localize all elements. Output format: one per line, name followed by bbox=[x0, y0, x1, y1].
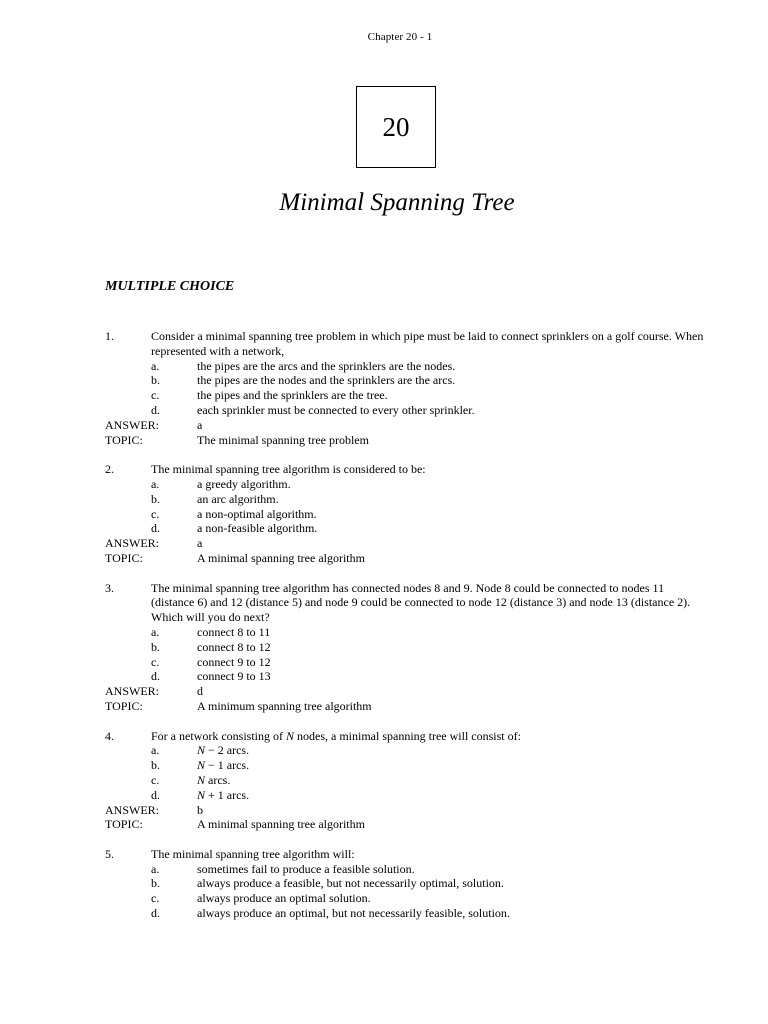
choice-letter: a. bbox=[151, 861, 160, 876]
chapter-title: Minimal Spanning Tree bbox=[279, 189, 515, 216]
question-stem bbox=[105, 329, 705, 359]
choice-letter: b. bbox=[151, 876, 160, 891]
topic-line bbox=[105, 817, 705, 832]
choice-b bbox=[105, 640, 705, 655]
choice-text: always produce an optimal, but not necessarily feasible, solution. bbox=[197, 906, 510, 921]
choice-text: a greedy algorithm. bbox=[197, 476, 291, 491]
question-text bbox=[151, 729, 705, 744]
question-number: 2. bbox=[105, 462, 114, 477]
question-number: 4. bbox=[105, 728, 114, 743]
question-1 bbox=[105, 329, 705, 447]
answer-line bbox=[105, 536, 705, 551]
choice-letter: a. bbox=[151, 743, 160, 758]
answer-label: ANSWER: bbox=[105, 536, 159, 551]
answer-value: d bbox=[197, 684, 203, 699]
question-number: 1. bbox=[105, 329, 114, 343]
choice-c bbox=[105, 507, 705, 522]
choice-letter: b. bbox=[151, 491, 160, 506]
topic-line bbox=[105, 551, 705, 566]
choice-letter: d. bbox=[151, 521, 160, 536]
variable-n: N bbox=[285, 728, 294, 743]
choice-letter: c. bbox=[151, 654, 160, 669]
choice-letter: c. bbox=[151, 388, 160, 403]
choice-b bbox=[105, 492, 705, 507]
choice-letter: c. bbox=[151, 772, 160, 787]
question-text-after: nodes, a minimal spanning tree will consist of: bbox=[294, 728, 521, 743]
answer-value: a bbox=[197, 536, 203, 551]
choice-a bbox=[105, 477, 705, 492]
variable-n: N bbox=[197, 743, 206, 758]
topic-label: TOPIC: bbox=[105, 817, 143, 832]
choice-letter: d. bbox=[151, 402, 160, 417]
answer-line bbox=[105, 418, 705, 433]
variable-n: N bbox=[197, 758, 206, 773]
question-5 bbox=[105, 847, 705, 921]
topic-label: TOPIC: bbox=[105, 550, 143, 565]
answer-line bbox=[105, 684, 705, 699]
choice-text: a non-optimal algorithm. bbox=[197, 506, 317, 521]
chapter-number: 20 bbox=[382, 111, 410, 142]
choice-text: − 2 arcs. bbox=[205, 743, 250, 758]
answer-label: ANSWER: bbox=[105, 802, 159, 817]
choice-text: connect 8 to 12 bbox=[197, 639, 271, 654]
choice-d bbox=[105, 788, 705, 803]
choice-letter: b. bbox=[151, 758, 160, 773]
topic-line bbox=[105, 699, 705, 714]
choice-text: always produce a feasible, but not necessarily optimal, solution. bbox=[197, 876, 504, 891]
choice-c bbox=[105, 655, 705, 670]
answer-label: ANSWER: bbox=[105, 417, 159, 432]
topic-label: TOPIC: bbox=[105, 698, 143, 713]
choice-letter: a. bbox=[151, 358, 160, 373]
topic-label: TOPIC: bbox=[105, 432, 143, 447]
question-text: The minimal spanning tree algorithm will: bbox=[151, 846, 355, 861]
topic-value: A minimal spanning tree algorithm bbox=[197, 550, 365, 565]
choice-text: each sprinkler must be connected to every other sprinkler. bbox=[197, 402, 475, 417]
choice-text: connect 9 to 12 bbox=[197, 654, 271, 669]
choice-text: the pipes and the sprinklers are the tree. bbox=[197, 388, 388, 403]
question-2 bbox=[105, 462, 705, 566]
question-4 bbox=[105, 729, 705, 833]
running-header: Chapter 20 - 1 bbox=[367, 31, 433, 43]
choice-letter: c. bbox=[151, 506, 160, 521]
question-number: 3. bbox=[105, 580, 114, 595]
choice-d bbox=[105, 521, 705, 536]
question-3 bbox=[105, 581, 705, 714]
question-stem bbox=[105, 581, 705, 625]
choice-b bbox=[105, 876, 705, 891]
choice-a bbox=[105, 862, 705, 877]
choice-text: the pipes are the arcs and the sprinklers are the nodes. bbox=[197, 358, 456, 373]
question-stem bbox=[105, 462, 705, 477]
topic-value: The minimal spanning tree problem bbox=[197, 432, 369, 447]
choice-text: + 1 arcs. bbox=[205, 787, 250, 802]
choice-text: − 1 arcs. bbox=[205, 758, 250, 773]
choice-d bbox=[105, 669, 705, 684]
question-text: The minimal spanning tree algorithm has connected nodes 8 and 9. Node 8 could be connected to nodes 11 (distance 6) and 12 (distance 5) and node 9 could be connected to node 12 (distance 3) and node 13 (distance 2). Which will you do next? bbox=[151, 580, 691, 625]
choice-letter: b. bbox=[151, 639, 160, 654]
choice-a bbox=[105, 359, 705, 374]
section-heading: MULTIPLE CHOICE bbox=[105, 279, 235, 294]
choice-text: the pipes are the nodes and the sprinklers are the arcs. bbox=[197, 373, 456, 388]
question-stem bbox=[105, 729, 705, 744]
choice-d bbox=[105, 403, 705, 418]
topic-line bbox=[105, 433, 705, 448]
variable-n: N bbox=[197, 787, 206, 802]
choice-letter: a. bbox=[151, 476, 160, 491]
choice-letter: a. bbox=[151, 624, 160, 639]
choice-b bbox=[105, 758, 705, 773]
answer-line bbox=[105, 803, 705, 818]
choice-letter: d. bbox=[151, 787, 160, 802]
choice-letter: d. bbox=[151, 906, 160, 921]
choice-text: sometimes fail to produce a feasible solution. bbox=[197, 861, 415, 876]
choice-text: an arc algorithm. bbox=[197, 491, 279, 506]
choice-letter: c. bbox=[151, 891, 160, 906]
question-number: 5. bbox=[105, 846, 114, 861]
choice-letter: b. bbox=[151, 373, 160, 388]
choice-letter: d. bbox=[151, 669, 160, 684]
variable-n: N bbox=[197, 772, 206, 787]
choice-text: arcs. bbox=[205, 772, 231, 787]
question-list bbox=[105, 329, 705, 936]
choice-d bbox=[105, 906, 705, 921]
choice-c bbox=[105, 388, 705, 403]
choice-a bbox=[105, 743, 705, 758]
question-text: The minimal spanning tree algorithm is considered to be: bbox=[151, 462, 426, 477]
answer-label: ANSWER: bbox=[105, 684, 159, 699]
chapter-number-box bbox=[356, 86, 436, 168]
question-text: Consider a minimal spanning tree problem in which pipe must be laid to connect sprinklers on a golf course. When represented with a network, bbox=[151, 329, 704, 358]
answer-value: a bbox=[197, 417, 203, 432]
question-stem bbox=[105, 847, 705, 862]
choice-c bbox=[105, 891, 705, 906]
choice-c bbox=[105, 773, 705, 788]
choice-text: connect 8 to 11 bbox=[197, 624, 271, 639]
question-text-before: For a network consisting of bbox=[151, 728, 286, 743]
choice-text: connect 9 to 13 bbox=[197, 669, 271, 684]
topic-value: A minimal spanning tree algorithm bbox=[197, 817, 365, 832]
choice-text: always produce an optimal solution. bbox=[197, 891, 371, 906]
answer-value: b bbox=[197, 802, 203, 817]
topic-value: A minimum spanning tree algorithm bbox=[197, 698, 372, 713]
choice-b bbox=[105, 373, 705, 388]
choice-a bbox=[105, 625, 705, 640]
choice-text: a non-feasible algorithm. bbox=[197, 521, 318, 536]
